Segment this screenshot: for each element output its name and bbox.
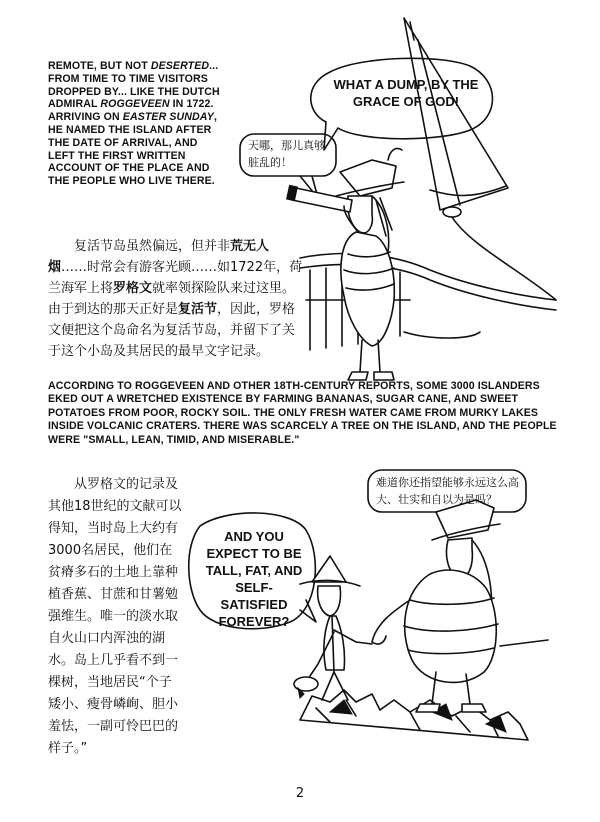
speech-bubble-chinese-explorer: 难道你还指望能够永远这么高大、壮实和自以为是吗？ — [376, 476, 519, 506]
emphasis-text: 复活节 — [178, 302, 218, 317]
panel2-english-caption: ACCORDING TO ROGGEVEEN AND OTHER 18TH-CENTURY REPORTS, SOME 3000 ISLANDERS EKED OUT A WRETCHED EXISTENCE BY FARMING BANANAS, SUGAR CANE, AND SWEET POTATOES FROM POOR, ROCKY SOIL. THE ONLY FRESH WATER CAME FROM MURKY LAKES INSIDE VOLCANIC CRATERS. THERE WAS SCARCELY A TREE ON THE ISLAND, AND THE PEOPLE WERE "SMALL, LEAN, TIMID, AND MISERABLE." — [48, 380, 557, 446]
caption-text: , HE NAMED THE ISLAND AFTER THE DATE OF ARRIVAL, AND LEFT THE FIRST WRITTEN ACCOUNT OF THE PLACE AND THE PEOPLE WHO LIVE THERE. — [48, 111, 217, 188]
speech-bubble-chinese-roggeveen: 天哪，那儿真够脏乱的！ — [248, 139, 325, 169]
panel2-chinese-caption: 从罗格文的记录及其他18世纪的文献可以得知，当时岛上大约有3000名居民，他们在贫瘠多石的土地上靠种植香蕉、甘蔗和甘薯勉强维生。唯一的淡水取自火山口内浑浊的湖水。岛上几乎看不到一棵树，当地居民“个子矮小、瘦骨嶙峋、胆小羞怯，一副可怜巴巴的样子。” — [48, 477, 182, 756]
emphasis-text: 罗格文 — [113, 281, 153, 296]
caption-text: 复活节岛虽然偏远，但并非 — [74, 239, 231, 254]
caption-text: ，因此，罗格文便把这个岛命名为复活节岛，并留下了关于这个小岛及其居民的最早文字记录。 — [48, 302, 296, 359]
caption-text: ……时常会有游客光顾……如1722年，荷兰海军上将 — [48, 260, 303, 296]
speech-bubble-english-islander: AND YOU EXPECT TO BE TALL, FAT, AND SELF-SATISFIED FOREVER? — [205, 529, 303, 629]
emphasis-easter-sunday: EASTER SUNDAY — [122, 111, 214, 124]
emphasis-deserted: DESERTED — [150, 60, 210, 72]
caption-text: REMOTE, BUT NOT — [48, 60, 151, 72]
speech-bubble-english-roggeveen: WHAT A DUMP, BY THE GRACE OF GOD! — [333, 77, 479, 109]
emphasis-roggeveen: ROGGEVEEN — [100, 98, 170, 111]
caption-text: IN 1722. ARRIVING ON — [48, 98, 214, 124]
caption-text: ... FROM TIME TO TIME VISITORS DROPPED BY... LIKE THE DUTCH ADMIRAL — [48, 60, 220, 111]
emphasis-text: 荒无人烟 — [48, 239, 270, 275]
caption-text: 就率领探险队来过这里。由于到达的那天正好是 — [48, 281, 296, 317]
page-number: 2 — [295, 786, 305, 801]
